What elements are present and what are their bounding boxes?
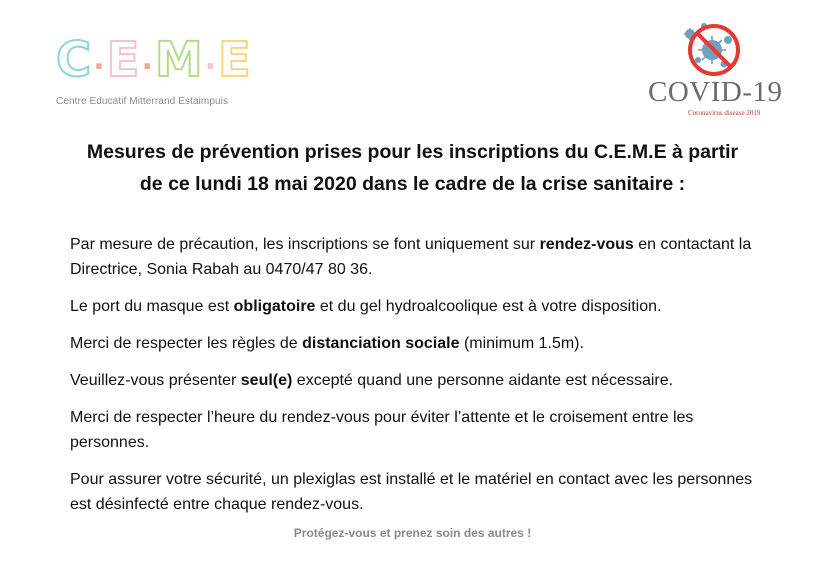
paragraph-text: Merci de respecter les règles de <box>70 335 303 352</box>
measure-paragraph <box>70 467 770 517</box>
page-title <box>40 136 785 200</box>
covid-title: COVID-19 <box>648 76 783 108</box>
measure-paragraph <box>70 405 770 455</box>
footer-message: Protégez-vous et prenez soin des autres ! <box>293 526 532 540</box>
logo-letter: M <box>154 32 204 88</box>
logo-wordmark <box>56 28 256 88</box>
measure-paragraph <box>70 368 770 393</box>
paragraph-emphasis: distanciation sociale <box>302 335 460 352</box>
paragraph-text: Veuillez-vous présenter <box>70 372 241 389</box>
logo-letter: C <box>56 32 93 88</box>
paragraph-text: (minimum 1.5m). <box>459 335 584 352</box>
paragraph-text: Merci de respecter l’heure du rendez-vous pour éviter l’attente et le croisement entre les personnes. <box>70 409 694 451</box>
no-virus-icon <box>678 20 750 82</box>
covid-badge <box>640 20 790 120</box>
logo-letter: . <box>93 42 106 77</box>
measures-list <box>70 232 770 529</box>
measure-paragraph <box>70 232 770 282</box>
paragraph-text: Pour assurer votre sécurité, un plexiglas est installé et le matériel en contact avec les personnes est désinfecté entre chaque rendez-vous. <box>70 471 753 513</box>
paragraph-emphasis: obligatoire <box>233 298 316 315</box>
ceme-logo <box>56 28 256 107</box>
logo-letter: E <box>218 32 252 88</box>
paragraph-text: Le port du masque est <box>70 298 234 315</box>
paragraph-text: excepté quand une personne aidante est nécessaire. <box>292 372 674 389</box>
paragraph-text: en contactant la Directrice, Sonia Rabah au 0470/47 80 36. <box>70 236 752 278</box>
measure-paragraph <box>70 294 770 319</box>
logo-letter: E <box>106 32 141 88</box>
title-line-2: de ce lundi 18 mai 2020 dans le cadre de la crise sanitaire : <box>139 173 686 195</box>
paragraph-emphasis: seul(e) <box>240 372 293 389</box>
measure-paragraph <box>70 331 770 356</box>
covid-subtitle: Coronavirus disease 2019 <box>688 109 761 117</box>
paragraph-text: Par mesure de précaution, les inscriptions se font uniquement sur <box>70 236 540 253</box>
logo-letter: . <box>141 42 154 77</box>
title-line-1: Mesures de prévention prises pour les inscriptions du C.E.M.E à partir <box>86 141 739 163</box>
paragraph-emphasis: rendez-vous <box>539 236 634 253</box>
logo-subtitle: Centre Educatif Mitterrand Estaimpuis <box>56 96 229 107</box>
logo-letter: . <box>204 42 218 77</box>
paragraph-text: et du gel hydroalcoolique est à votre disposition. <box>315 298 662 315</box>
